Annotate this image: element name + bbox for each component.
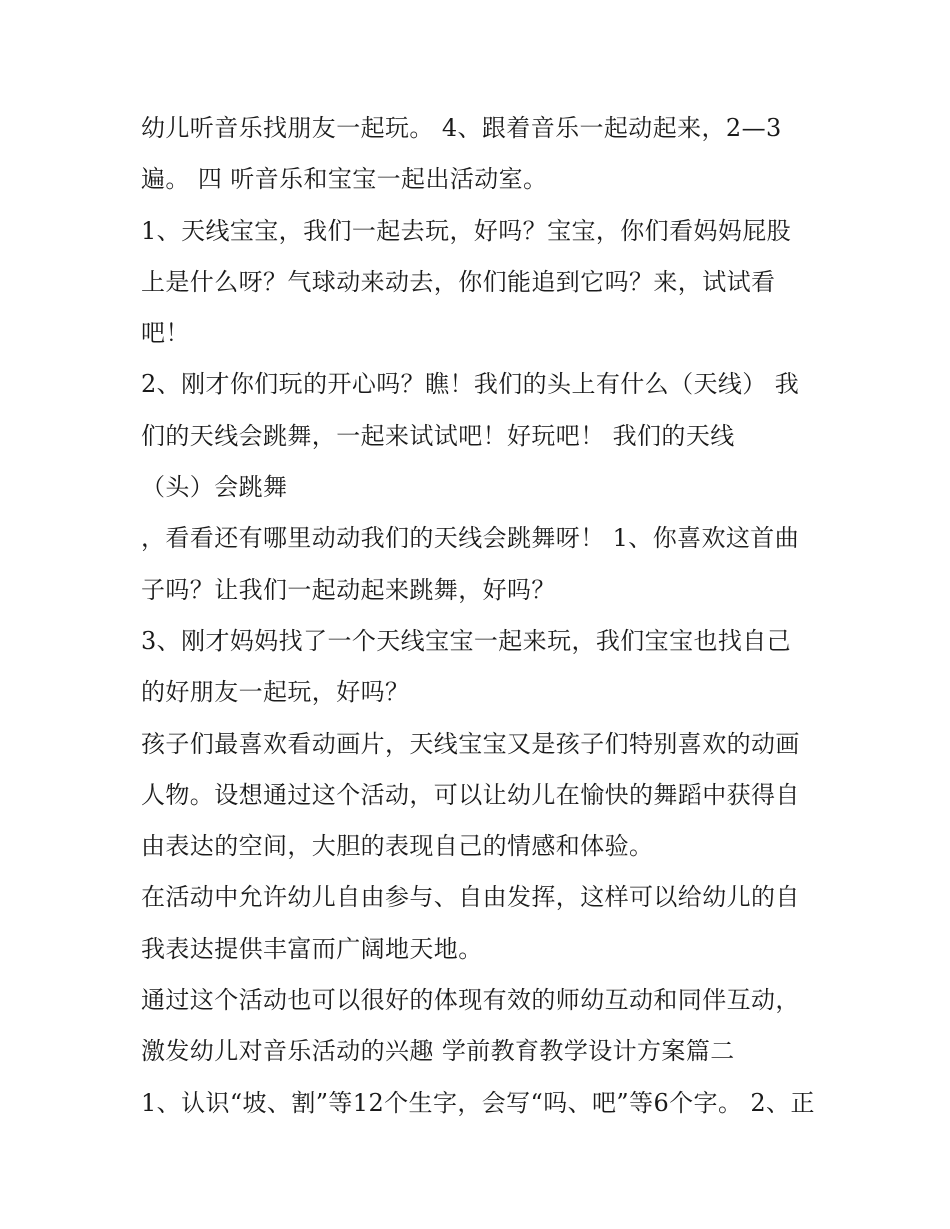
text-line: 孩子们最喜欢看动画片，天线宝宝又是孩子们特别喜欢的动画 — [141, 729, 800, 758]
text-line: 1、认识“坡、割”等12个生字，会写“吗、吧”等6个字。 2、正 — [141, 1088, 815, 1117]
text-line: 我表达提供丰富而广阔地天地。 — [141, 934, 483, 963]
text-line: 激发幼儿对音乐活动的兴趣 学前教育教学设计方案篇二 — [141, 1037, 735, 1066]
text-line: 们的天线会跳舞，一起来试试吧！好玩吧！ 我们的天线 — [141, 421, 735, 450]
text-line: 1、天线宝宝，我们一起去玩，好吗？宝宝，你们看妈妈屁股 — [141, 216, 792, 245]
text-line: 由表达的空间，大胆的表现自己的情感和体验。 — [141, 832, 654, 861]
text-line: 2、刚才你们玩的开心吗？瞧！我们的头上有什么（天线） 我 — [141, 370, 800, 399]
text-line: 通过这个活动也可以很好的体现有效的师幼互动和同伴互动， — [141, 986, 800, 1015]
text-line: 在活动中允许幼儿自由参与、自由发挥，这样可以给幼儿的自 — [141, 883, 800, 912]
text-line: 3、刚才妈妈找了一个天线宝宝一起来玩，我们宝宝也找自己 — [141, 626, 792, 655]
text-line: ，看看还有哪里动动我们的天线会跳舞呀！ 1、你喜欢这首曲 — [141, 524, 800, 553]
text-line: 遍。 四 听音乐和宝宝一起出活动室。 — [141, 165, 548, 194]
text-line: 的好朋友一起玩，好吗？ — [141, 678, 410, 707]
text-line: （头）会跳舞 — [141, 473, 288, 502]
text-line: 上是什么呀？气球动来动去，你们能追到它吗？来，试试看 — [141, 267, 776, 296]
document-body — [141, 103, 821, 1129]
text-line: 人物。设想通过这个活动，可以让幼儿在愉快的舞蹈中获得自 — [141, 780, 800, 809]
text-line: 吧！ — [141, 319, 190, 348]
text-line: 子吗？让我们一起动起来跳舞，好吗？ — [141, 575, 556, 604]
text-line: 幼儿听音乐找朋友一起玩。 4、跟着音乐一起动起来，2—3 — [141, 114, 782, 142]
